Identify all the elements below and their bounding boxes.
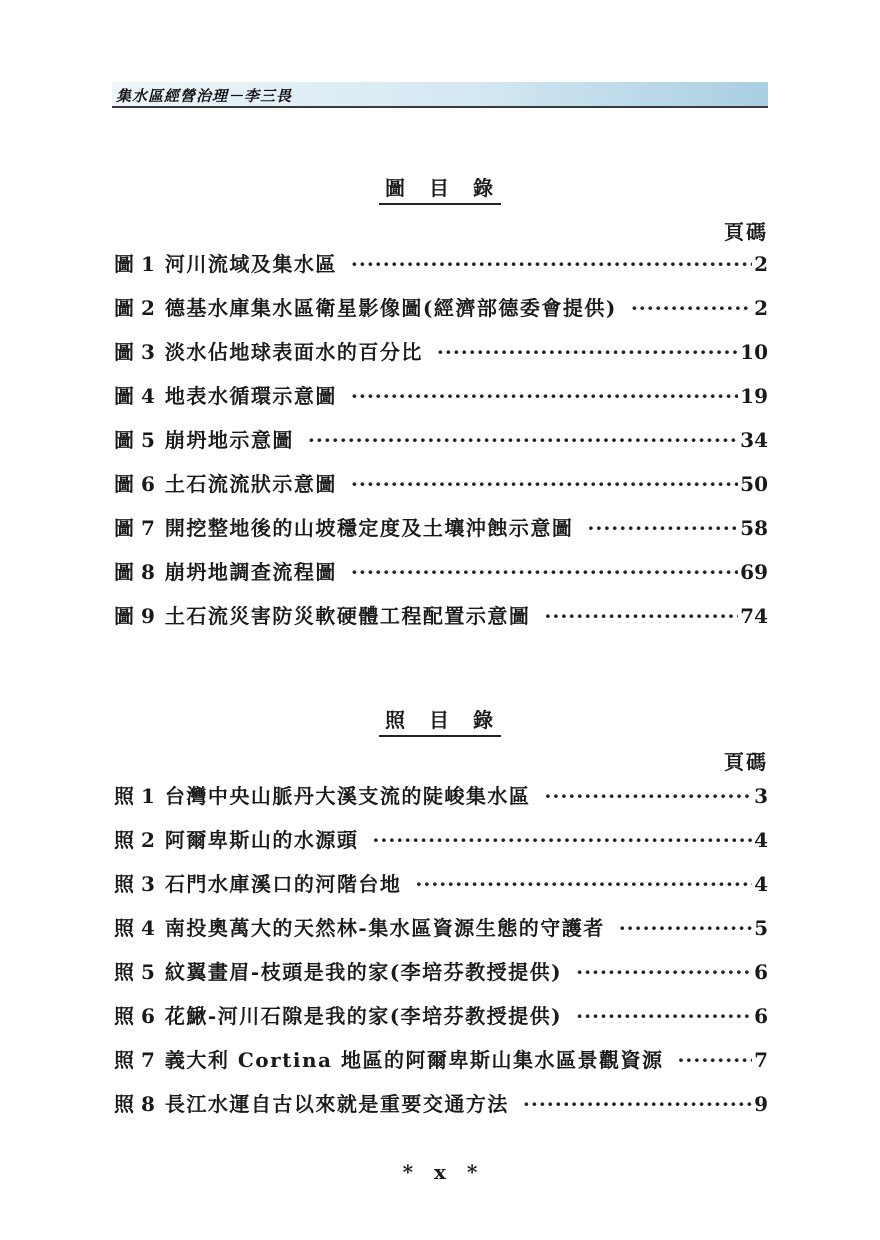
toc-entry-page: 69: [740, 560, 768, 584]
toc-entry-number: 照 3: [114, 872, 155, 896]
toc-row[interactable]: [114, 248, 768, 292]
toc-entry-title: 紋翼畫眉-枝頭是我的家(李培芬教授提供): [164, 960, 563, 984]
dot-leader: [544, 784, 752, 808]
dot-leader: [544, 604, 738, 628]
toc-entry-number: 圖 7: [114, 516, 155, 540]
toc-entry-number: 圖 2: [114, 296, 155, 320]
dot-leader: [619, 916, 752, 940]
figures-list: [114, 248, 768, 644]
toc-entry-title: 台灣中央山脈丹大溪支流的陡峻集水區: [164, 784, 531, 808]
toc-entry-title: 開挖整地後的山坡穩定度及土壤沖蝕示意圖: [164, 516, 574, 540]
toc-entry-number: 照 6: [114, 1004, 155, 1028]
toc-entry-page: 50: [740, 472, 768, 496]
figures-page-label: 頁碼: [724, 220, 768, 244]
toc-row[interactable]: [114, 424, 768, 468]
dot-leader: [576, 1004, 752, 1028]
toc-entry-title: 崩坍地示意圖: [164, 428, 294, 452]
dot-leader: [351, 472, 738, 496]
toc-entry-page: 6: [754, 960, 768, 984]
toc-entry-number: 圖 4: [114, 384, 155, 408]
toc-entry-page: 4: [754, 828, 768, 852]
toc-entry-page: 74: [740, 604, 768, 628]
figures-title-text: 圖 目 錄: [379, 172, 501, 205]
toc-entry-page: 3: [754, 784, 768, 808]
dot-leader: [587, 516, 738, 540]
toc-row[interactable]: [114, 512, 768, 556]
toc-entry-number: 照 7: [114, 1048, 155, 1072]
dot-leader: [351, 384, 738, 408]
toc-entry-title: 土石流災害防災軟硬體工程配置示意圖: [164, 604, 531, 628]
toc-entry-number: 圖 9: [114, 604, 155, 628]
toc-entry-number: 照 1: [114, 784, 155, 808]
toc-entry-page: 19: [740, 384, 768, 408]
toc-entry-number: 照 4: [114, 916, 155, 940]
toc-entry-page: 6: [754, 1004, 768, 1028]
toc-entry-title: 德基水庫集水區衛星影像圖(經濟部德委會提供): [164, 296, 617, 320]
toc-entry-title: 阿爾卑斯山的水源頭: [164, 828, 359, 852]
toc-entry-title: 花鰍-河川石隙是我的家(李培芬教授提供): [164, 1004, 563, 1028]
toc-row[interactable]: [114, 556, 768, 600]
toc-entry-page: 10: [740, 340, 768, 364]
photos-list: [114, 780, 768, 1132]
toc-entry-number: 照 2: [114, 828, 155, 852]
toc-entry-number: 圖 8: [114, 560, 155, 584]
toc-row[interactable]: [114, 956, 768, 1000]
toc-entry-page: 2: [754, 252, 768, 276]
toc-entry-page: 7: [754, 1048, 768, 1072]
dot-leader: [437, 340, 738, 364]
toc-entry-page: 5: [754, 916, 768, 940]
toc-entry-title: 崩坍地調查流程圖: [164, 560, 337, 584]
photos-section-title: [0, 704, 880, 737]
toc-entry-title: 淡水佔地球表面水的百分比: [164, 340, 423, 364]
toc-entry-title: 地表水循環示意圖: [164, 384, 337, 408]
dot-leader: [308, 428, 738, 452]
dot-leader: [523, 1092, 752, 1116]
toc-entry-number: 照 5: [114, 960, 155, 984]
photos-title-text: 照 目 錄: [379, 704, 501, 737]
toc-entry-title: 義大利 Cortina 地區的阿爾卑斯山集水區景觀資源: [164, 1048, 664, 1072]
page-number: * x *: [402, 1160, 478, 1184]
dot-leader: [415, 872, 752, 896]
toc-entry-number: 照 8: [114, 1092, 155, 1116]
toc-row[interactable]: [114, 292, 768, 336]
toc-entry-page: 34: [740, 428, 768, 452]
toc-row[interactable]: [114, 1000, 768, 1044]
toc-row[interactable]: [114, 780, 768, 824]
toc-entry-title: 長江水運自古以來就是重要交通方法: [164, 1092, 509, 1116]
toc-entry-page: 4: [754, 872, 768, 896]
toc-entry-page: 58: [740, 516, 768, 540]
dot-leader: [576, 960, 752, 984]
toc-entry-number: 圖 6: [114, 472, 155, 496]
figures-section-title: [0, 172, 880, 205]
toc-row[interactable]: [114, 600, 768, 644]
dot-leader: [351, 252, 752, 276]
toc-entry-page: 2: [754, 296, 768, 320]
running-header: [112, 82, 768, 108]
toc-entry-number: 圖 5: [114, 428, 155, 452]
toc-entry-page: 9: [754, 1092, 768, 1116]
toc-entry-title: 河川流域及集水區: [164, 252, 337, 276]
toc-row[interactable]: [114, 868, 768, 912]
toc-row[interactable]: [114, 468, 768, 512]
toc-entry-title: 石門水庫溪口的河階台地: [164, 872, 402, 896]
dot-leader: [677, 1048, 752, 1072]
header-title: 集水區經營治理－李三畏: [116, 87, 293, 105]
toc-entry-title: 南投奧萬大的天然林-集水區資源生態的守護者: [164, 916, 605, 940]
photos-page-label: 頁碼: [724, 750, 768, 774]
toc-entry-number: 圖 3: [114, 340, 155, 364]
toc-row[interactable]: [114, 912, 768, 956]
toc-row[interactable]: [114, 1044, 768, 1088]
dot-leader: [631, 296, 752, 320]
toc-row[interactable]: [114, 824, 768, 868]
toc-entry-number: 圖 1: [114, 252, 155, 276]
toc-entry-title: 土石流流狀示意圖: [164, 472, 337, 496]
dot-leader: [351, 560, 738, 584]
toc-row[interactable]: [114, 336, 768, 380]
toc-row[interactable]: [114, 380, 768, 424]
toc-row[interactable]: [114, 1088, 768, 1132]
dot-leader: [372, 828, 752, 852]
